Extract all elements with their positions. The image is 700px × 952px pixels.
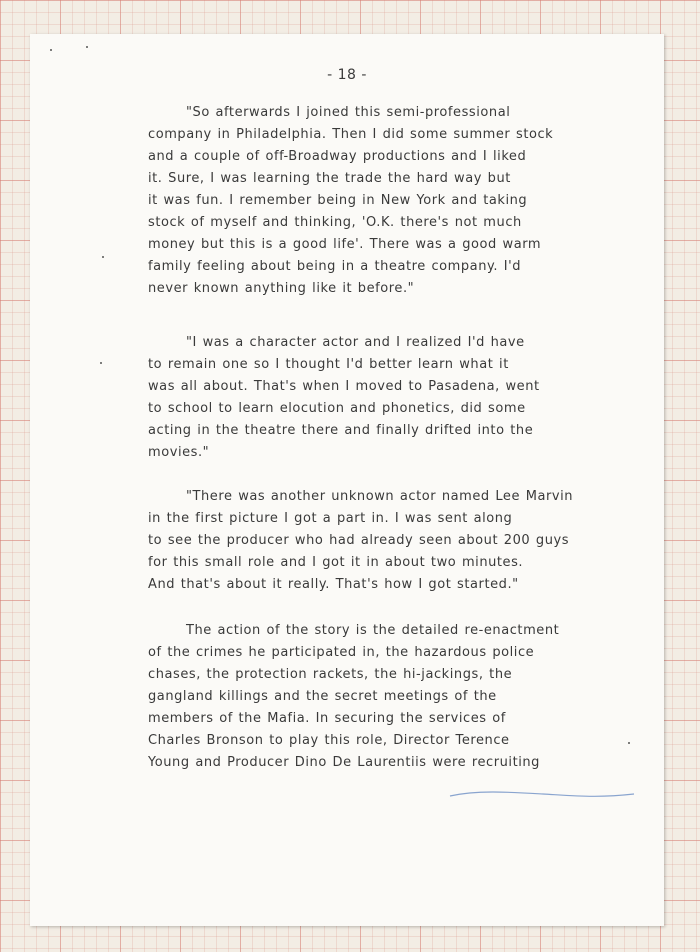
- paper-speck: [628, 742, 630, 744]
- text-line: and a couple of off-Broadway productions and I liked: [148, 149, 527, 164]
- text-line: to see the producer who had already seen about 200 guys: [148, 533, 570, 548]
- text-line: chases, the protection rackets, the hi-jackings, the: [148, 667, 513, 682]
- text-line: Young and Producer Dino De Laurentiis were recruiting: [148, 755, 540, 770]
- page-number: - 18 -: [327, 67, 367, 83]
- document-page: [30, 34, 664, 926]
- text-line: it. Sure, I was learning the trade the hard way but: [148, 171, 511, 186]
- text-line: "I was a character actor and I realized I'd have: [186, 335, 525, 350]
- text-line: to school to learn elocution and phonetics, did some: [148, 401, 526, 416]
- text-line: it was fun. I remember being in New York and taking: [148, 193, 528, 208]
- text-line: never known anything like it before.": [148, 281, 415, 296]
- paper-speck: [100, 362, 102, 364]
- paragraph-2: [148, 332, 618, 464]
- text-line: to remain one so I thought I'd better learn what it: [148, 357, 509, 372]
- paper-speck: [50, 49, 52, 51]
- text-line: The action of the story is the detailed re-enactment: [186, 623, 560, 638]
- text-line: Charles Bronson to play this role, Director Terence: [148, 733, 510, 748]
- text-line: in the first picture I got a part in. I was sent along: [148, 511, 513, 526]
- pen-underline-mark: [448, 782, 638, 804]
- text-line: And that's about it really. That's how I got started.": [148, 577, 519, 592]
- text-line: for this small role and I got it in about two minutes.: [148, 555, 524, 570]
- paper-speck: [102, 256, 104, 258]
- text-line: acting in the theatre there and finally drifted into the: [148, 423, 534, 438]
- text-line: money but this is a good life'. There was a good warm: [148, 237, 542, 252]
- text-line: company in Philadelphia. Then I did some summer stock: [148, 127, 554, 142]
- text-line: gangland killings and the secret meetings of the: [148, 689, 497, 704]
- text-line: movies.": [148, 445, 210, 460]
- paragraph-1: [148, 102, 618, 300]
- text-line: "So afterwards I joined this semi-professional: [186, 105, 511, 120]
- paragraph-3: [148, 486, 618, 596]
- text-line: family feeling about being in a theatre company. I'd: [148, 259, 522, 274]
- text-line: members of the Mafia. In securing the services of: [148, 711, 506, 726]
- text-line: "There was another unknown actor named Lee Marvin: [186, 489, 574, 504]
- text-line: was all about. That's when I moved to Pasadena, went: [148, 379, 540, 394]
- text-line: stock of myself and thinking, 'O.K. there's not much: [148, 215, 522, 230]
- text-line: of the crimes he participated in, the hazardous police: [148, 645, 535, 660]
- paper-speck: [86, 46, 88, 48]
- paragraph-4: [148, 620, 618, 774]
